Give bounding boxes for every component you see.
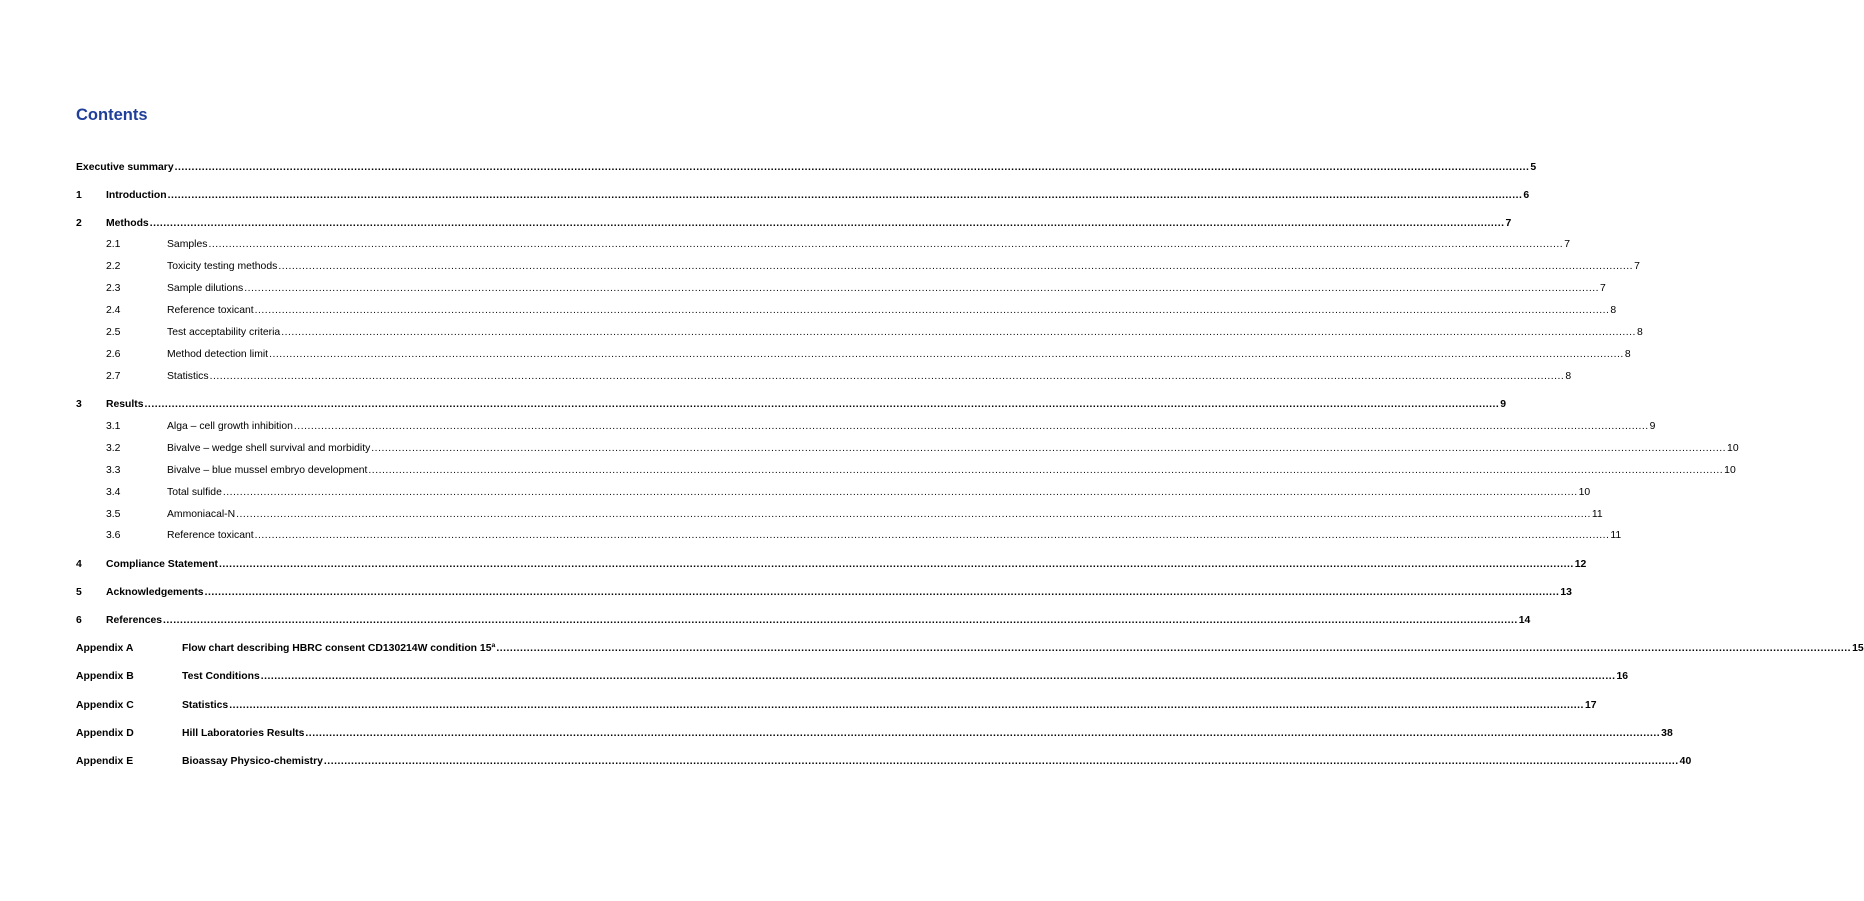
toc-entry-label: Methods — [106, 218, 149, 229]
toc-entry-page: 9 — [1500, 399, 1507, 410]
toc-entry[interactable] — [76, 325, 1643, 341]
dot-leader: ................................................................................................................................................................................................................................................................................................................................................................................................................ — [305, 728, 1661, 739]
toc-entry-page: 11 — [1591, 509, 1603, 520]
toc-entry-page: 10 — [1727, 443, 1739, 454]
toc-entry[interactable] — [76, 347, 1631, 363]
dot-leader: ................................................................................................................................................................................................................................................................................................................................................................................................................ — [209, 371, 1565, 382]
toc-entry[interactable] — [76, 585, 1572, 601]
toc-entry[interactable] — [76, 303, 1617, 319]
toc-entry-label: Reference toxicant — [167, 305, 254, 316]
dot-leader: ................................................................................................................................................................................................................................................................................................................................................................................................................ — [174, 162, 1530, 173]
toc-entry-page: 8 — [1636, 327, 1643, 338]
toc-entry-page: 16 — [1616, 671, 1629, 682]
dot-leader: ................................................................................................................................................................................................................................................................................................................................................................................................................ — [236, 509, 1591, 520]
toc-entry-page: 11 — [1610, 530, 1622, 541]
toc-entry-label: References — [106, 615, 163, 626]
toc-entry-page: 9 — [1649, 421, 1656, 432]
toc-entry-label: Statistics — [167, 371, 209, 382]
toc-entry-page: 7 — [1634, 261, 1640, 272]
toc-entry-page: 6 — [1523, 190, 1530, 201]
toc-entry-label: Total sulfide — [167, 487, 222, 498]
toc-entry-label: Results — [106, 399, 144, 410]
toc-entry-label: Method detection limit — [167, 349, 269, 360]
toc-entry-number: 3.2 — [106, 443, 121, 454]
toc-entry-label: Ammoniacal-N — [167, 509, 236, 520]
toc-entry[interactable] — [76, 613, 1531, 629]
toc-entry[interactable] — [76, 160, 1537, 176]
dot-leader: ................................................................................................................................................................................................................................................................................................................................................................................................................ — [144, 399, 1500, 410]
toc-entry-label: Executive summary — [76, 162, 174, 173]
dot-leader: ................................................................................................................................................................................................................................................................................................................................................................................................................ — [496, 643, 1852, 654]
toc-entry-page: 8 — [1624, 349, 1631, 360]
toc-entry-label: Sample dilutions — [167, 283, 244, 294]
table-of-contents — [76, 0, 1864, 901]
dot-leader: ................................................................................................................................................................................................................................................................................................................................................................................................................ — [368, 465, 1724, 476]
toc-entry-page: 14 — [1518, 615, 1531, 626]
toc-entry[interactable] — [76, 419, 1656, 435]
toc-entry-label: Acknowledgements — [106, 587, 204, 598]
toc-entry-label: Bivalve – wedge shell survival and morbidity — [167, 443, 371, 454]
toc-entry-number: 2.5 — [106, 327, 121, 338]
toc-entry-page: 17 — [1584, 700, 1597, 711]
dot-leader: ................................................................................................................................................................................................................................................................................................................................................................................................................ — [371, 443, 1727, 454]
toc-entry-number: 2.2 — [106, 261, 121, 272]
toc-entry-label: Reference toxicant — [167, 530, 254, 541]
toc-entry[interactable] — [76, 281, 1606, 297]
toc-entry-label: Bivalve – blue mussel embryo development — [167, 465, 368, 476]
toc-entry-number: Appendix A — [76, 643, 134, 654]
toc-entry-page: 5 — [1530, 162, 1537, 173]
toc-entry-page: 15 — [1852, 643, 1864, 654]
toc-entry[interactable] — [76, 369, 1572, 385]
toc-entry-number: Appendix B — [76, 671, 134, 682]
dot-leader: ................................................................................................................................................................................................................................................................................................................................................................................................................ — [163, 615, 1518, 626]
dot-leader: ................................................................................................................................................................................................................................................................................................................................................................................................................ — [219, 559, 1574, 570]
page-title: Contents — [76, 106, 148, 124]
toc-entry-label: Compliance Statement — [106, 559, 219, 570]
toc-entry-number: 2 — [76, 218, 82, 229]
toc-entry-number: 2.3 — [106, 283, 121, 294]
toc-entry[interactable] — [76, 259, 1640, 275]
dot-leader: ................................................................................................................................................................................................................................................................................................................................................................................................................ — [208, 239, 1564, 250]
toc-entry-label: Flow chart describing HBRC consent CD130214W condition 15ª — [182, 643, 496, 654]
toc-entry[interactable] — [76, 441, 1739, 457]
dot-leader: ................................................................................................................................................................................................................................................................................................................................................................................................................ — [293, 421, 1649, 432]
toc-entry-number: 3 — [76, 399, 82, 410]
toc-entry-number: 3.5 — [106, 509, 121, 520]
dot-leader: ................................................................................................................................................................................................................................................................................................................................................................................................................ — [281, 327, 1636, 338]
toc-entry-label: Alga – cell growth inhibition — [167, 421, 293, 432]
dot-leader: ................................................................................................................................................................................................................................................................................................................................................................................................................ — [323, 756, 1679, 767]
dot-leader: ................................................................................................................................................................................................................................................................................................................................................................................................................ — [204, 587, 1560, 598]
toc-entry-number: Appendix D — [76, 728, 134, 739]
toc-entry-number: Appendix C — [76, 700, 134, 711]
toc-entry-page: 13 — [1560, 587, 1572, 598]
toc-entry-page: 10 — [1578, 487, 1591, 498]
toc-entry[interactable] — [76, 726, 1673, 742]
toc-entry[interactable] — [76, 485, 1591, 501]
toc-entry[interactable] — [76, 397, 1507, 413]
toc-entry[interactable] — [76, 507, 1603, 523]
dot-leader: ................................................................................................................................................................................................................................................................................................................................................................................................................ — [149, 218, 1505, 229]
toc-entry[interactable] — [76, 216, 1512, 232]
toc-entry-number: 3.6 — [106, 530, 121, 541]
toc-entry[interactable] — [76, 237, 1570, 253]
toc-entry-page: 8 — [1565, 371, 1572, 382]
toc-entry-number: 2.1 — [106, 239, 121, 250]
dot-leader: ................................................................................................................................................................................................................................................................................................................................................................................................................ — [167, 190, 1523, 201]
toc-entry-page: 8 — [1610, 305, 1617, 316]
toc-entry[interactable] — [76, 754, 1692, 770]
dot-leader: ................................................................................................................................................................................................................................................................................................................................................................................................................ — [254, 305, 1610, 316]
toc-entry-number: 3.1 — [106, 421, 121, 432]
toc-entry-label: Hill Laboratories Results — [182, 728, 305, 739]
toc-entry-number: 2.4 — [106, 305, 121, 316]
toc-entry[interactable] — [76, 557, 1587, 573]
toc-entry[interactable] — [76, 463, 1736, 479]
toc-entry-page: 7 — [1505, 218, 1512, 229]
toc-entry[interactable] — [76, 698, 1597, 714]
toc-entry-number: 4 — [76, 559, 82, 570]
toc-entry-page: 40 — [1679, 756, 1692, 767]
dot-leader: ................................................................................................................................................................................................................................................................................................................................................................................................................ — [244, 283, 1599, 294]
toc-entry-number: 1 — [76, 190, 82, 201]
toc-entry-page: 38 — [1661, 728, 1673, 739]
toc-entry[interactable] — [76, 669, 1629, 685]
toc-entry[interactable] — [76, 188, 1530, 204]
toc-entry-label: Bioassay Physico-chemistry — [182, 756, 323, 767]
toc-entry-number: 3.4 — [106, 487, 121, 498]
dot-leader: ................................................................................................................................................................................................................................................................................................................................................................................................................ — [269, 349, 1624, 360]
toc-entry-number: 6 — [76, 615, 82, 626]
toc-entry-number: 2.7 — [106, 371, 121, 382]
toc-entry-page: 7 — [1564, 239, 1570, 250]
dot-leader: ................................................................................................................................................................................................................................................................................................................................................................................................................ — [222, 487, 1578, 498]
toc-entry-label: Test acceptability criteria — [167, 327, 281, 338]
dot-leader: ................................................................................................................................................................................................................................................................................................................................................................................................................ — [229, 700, 1584, 711]
toc-entry[interactable] — [76, 528, 1622, 544]
toc-entry-page: 7 — [1600, 283, 1606, 294]
dot-leader: ................................................................................................................................................................................................................................................................................................................................................................................................................ — [278, 261, 1634, 272]
toc-entry-number: 5 — [76, 587, 82, 598]
toc-entry-label: Statistics — [182, 700, 229, 711]
toc-entry[interactable] — [76, 641, 1864, 657]
toc-entry-page: 10 — [1724, 465, 1736, 476]
dot-leader: ................................................................................................................................................................................................................................................................................................................................................................................................................ — [254, 530, 1610, 541]
toc-entry-label: Samples — [167, 239, 208, 250]
toc-entry-number: Appendix E — [76, 756, 134, 767]
toc-entry-number: 2.6 — [106, 349, 121, 360]
toc-entry-label: Test Conditions — [182, 671, 260, 682]
toc-entry-label: Introduction — [106, 190, 167, 201]
toc-entry-label: Toxicity testing methods — [167, 261, 278, 272]
toc-entry-page: 12 — [1574, 559, 1587, 570]
dot-leader: ................................................................................................................................................................................................................................................................................................................................................................................................................ — [260, 671, 1616, 682]
toc-entry-number: 3.3 — [106, 465, 121, 476]
